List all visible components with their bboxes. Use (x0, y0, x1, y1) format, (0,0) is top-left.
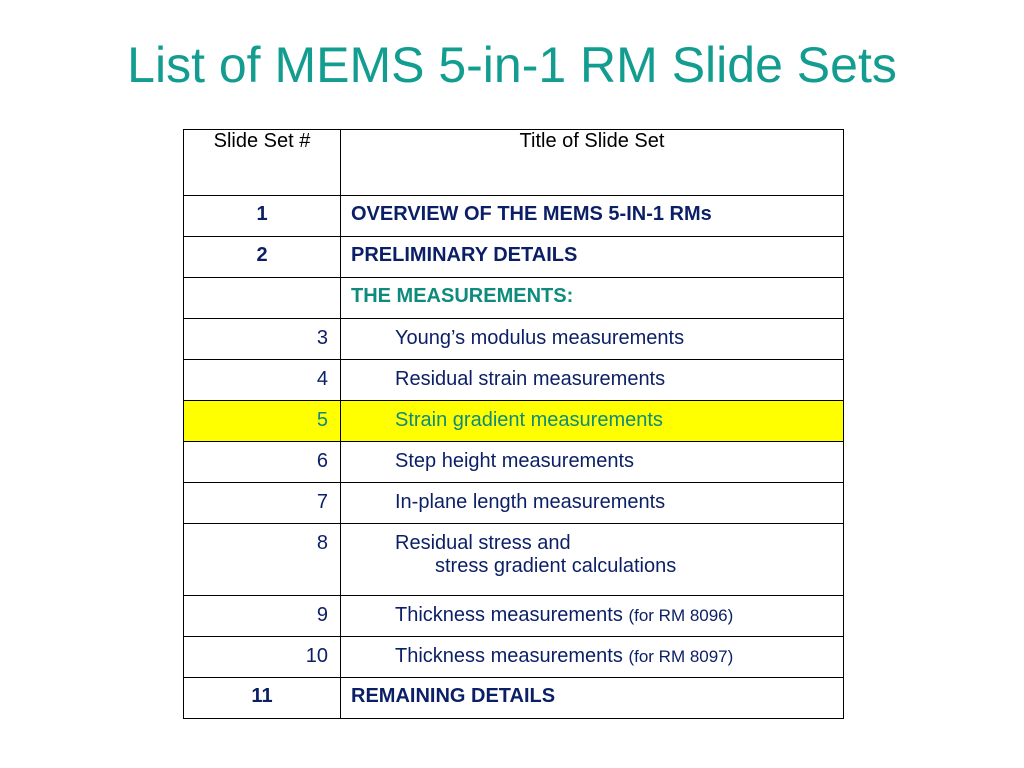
table-row (184, 442, 844, 483)
slide-set-number: 5 (184, 401, 341, 442)
slide-set-title-cell (341, 524, 844, 596)
table-row (184, 483, 844, 524)
slide-set-title: Residual strain measurements (341, 360, 844, 401)
table-row (184, 278, 844, 319)
measurements-section-heading: THE MEASUREMENTS: (341, 278, 844, 319)
table-row (184, 637, 844, 678)
slide-set-title: Strain gradient measurements (341, 401, 844, 442)
header-title-of-slide-set: Title of Slide Set (341, 130, 844, 196)
slide-set-title-cell (341, 637, 844, 678)
slide-set-number: 7 (184, 483, 341, 524)
slide-set-number: 11 (184, 678, 341, 719)
table-row (184, 596, 844, 637)
table-row (184, 237, 844, 278)
slide-set-title: PRELIMINARY DETAILS (341, 237, 844, 278)
slide-set-number: 3 (184, 319, 341, 360)
rm-note: (for RM 8097) (628, 647, 734, 666)
slide-set-title: REMAINING DETAILS (341, 678, 844, 719)
header-slide-set-number: Slide Set # (184, 130, 341, 196)
slide-set-number: 6 (184, 442, 341, 483)
slide-set-title: In-plane length measurements (341, 483, 844, 524)
slide-set-number: 2 (184, 237, 341, 278)
table-row (184, 319, 844, 360)
slide-set-title-line2: stress gradient calculations (435, 555, 677, 577)
slide-set-title-cell (341, 596, 844, 637)
slide-set-title: Thickness measurements (395, 645, 623, 667)
table-row-highlighted (184, 401, 844, 442)
slide-set-number: 1 (184, 196, 341, 237)
slide-set-number: 9 (184, 596, 341, 637)
slide-set-number: 8 (184, 524, 341, 596)
rm-note: (for RM 8096) (628, 606, 734, 625)
slide-sets-table (183, 129, 844, 719)
table-row (184, 678, 844, 719)
slide-set-title: Young’s modulus measurements (341, 319, 844, 360)
table-row (184, 196, 844, 237)
slide-set-title: Step height measurements (341, 442, 844, 483)
slide-set-title: Residual stress and (395, 532, 571, 554)
slide-set-number: 10 (184, 637, 341, 678)
table-row (184, 360, 844, 401)
slide-set-number: 4 (184, 360, 341, 401)
table-row (184, 524, 844, 596)
slide-title: List of MEMS 5-in-1 RM Slide Sets (127, 37, 897, 93)
slide-set-title: Thickness measurements (395, 604, 623, 626)
table-header-row (184, 130, 844, 196)
slide-set-title: OVERVIEW OF THE MEMS 5-IN-1 RMs (341, 196, 844, 237)
slide-set-number (184, 278, 341, 319)
